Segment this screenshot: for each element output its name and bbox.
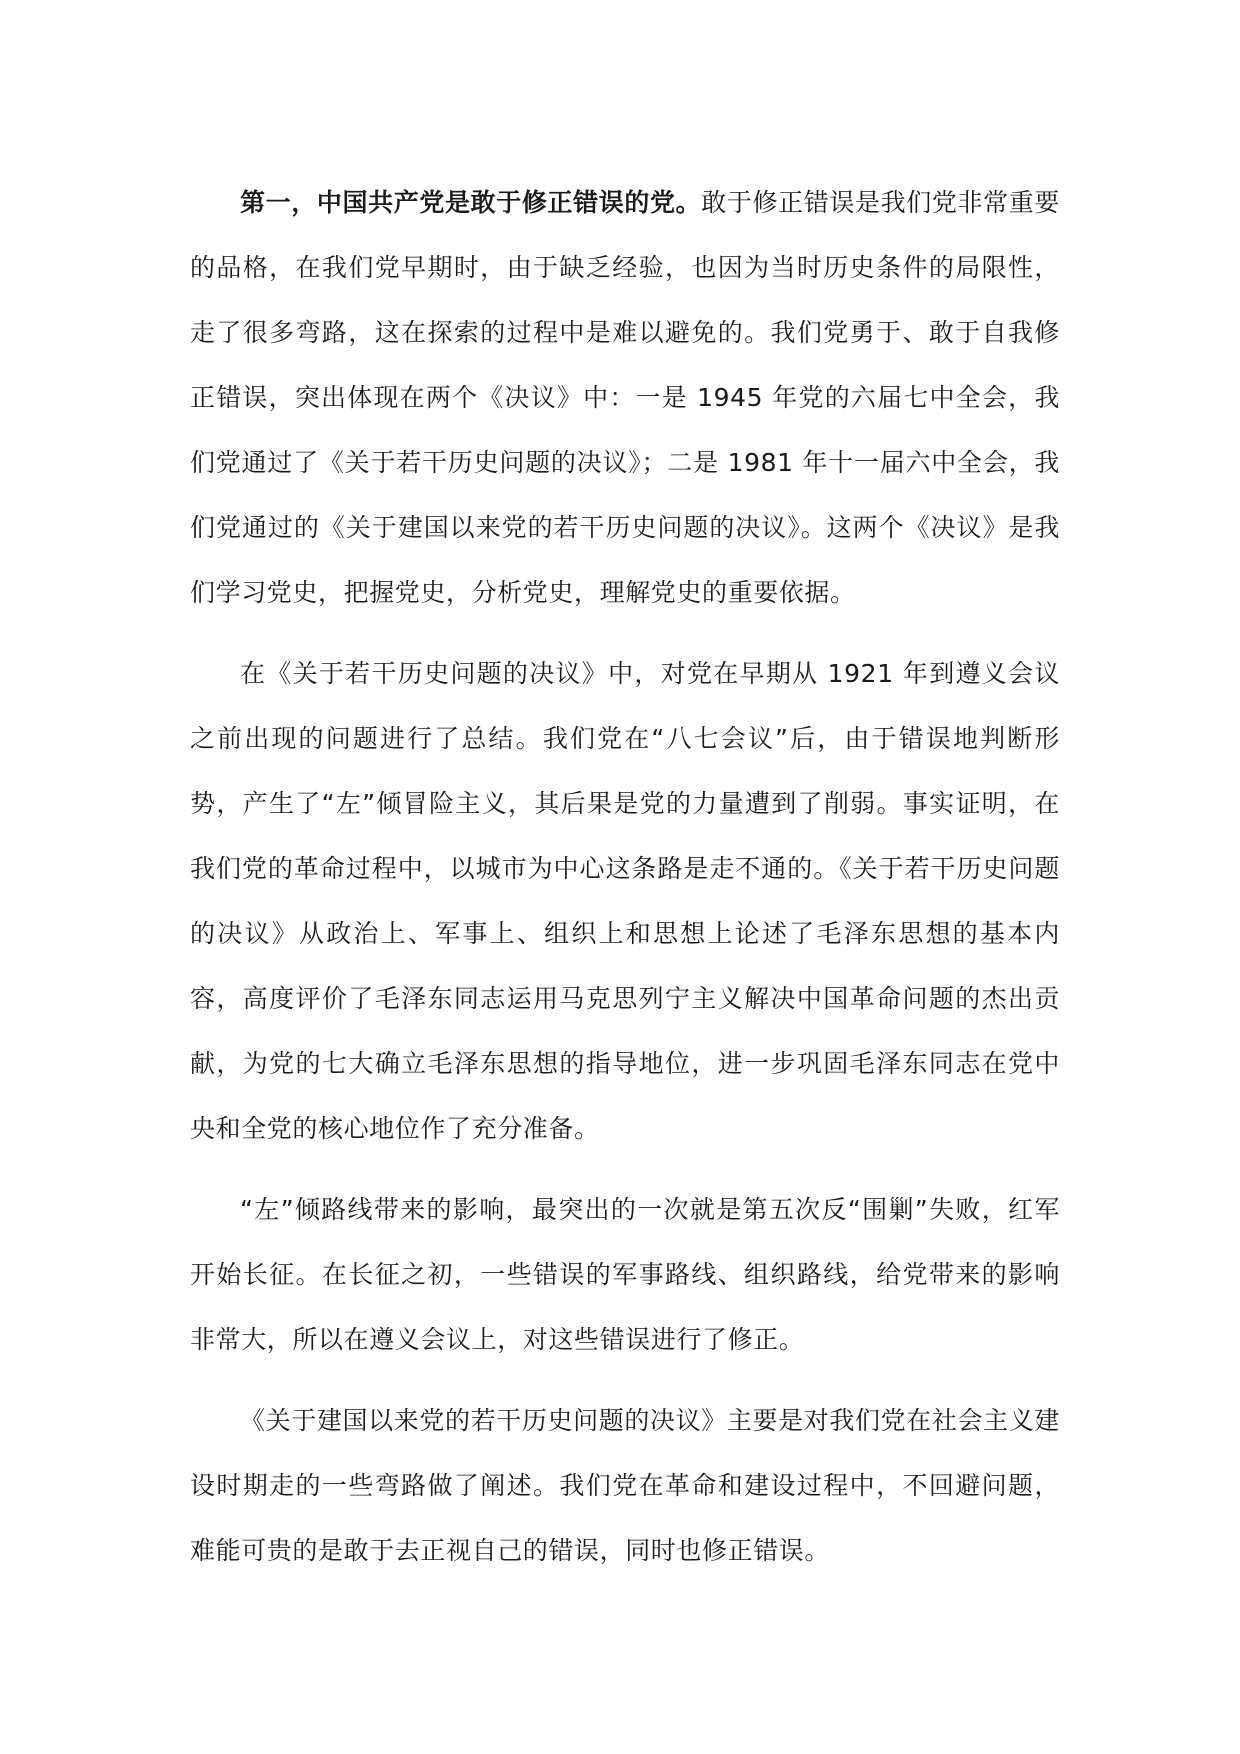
paragraph-2	[190, 641, 1060, 1161]
paragraph-1	[190, 170, 1060, 625]
paragraph-1-text: 敢于修正错误是我们党非常重要的品格，在我们党早期时，由于缺乏经验，也因为当时历史条件的局限性，走了很多弯路，这在探索的过程中是难以避免的。我们党勇于、敢于自我修正错误，突出体现在两个《决议》中：一是 1945 年党的六届七中全会，我们党通过了《关于若干历史问题的决议》；二是 1981 年十一届六中全会，我们党通过的《关于建国以来党的若干历史问题的决议》。这两个《决议》是我们学习党史，把握党史，分析党史，理解党史的重要依据。	[190, 188, 1060, 607]
paragraph-4-text: 《关于建国以来党的若干历史问题的决议》主要是对我们党在社会主义建设时期走的一些弯路做了阐述。我们党在革命和建设过程中，不回避问题，难能可贵的是敢于去正视自己的错误，同时也修正错误。	[190, 1406, 1060, 1565]
document-page	[190, 170, 1060, 1599]
paragraph-3	[190, 1177, 1060, 1372]
paragraph-1-heading: 第一，中国共产党是敢于修正错误的党。	[240, 188, 702, 217]
paragraph-4	[190, 1388, 1060, 1583]
paragraph-3-text: “左”倾路线带来的影响，最突出的一次就是第五次反“围剿”失败，红军开始长征。在长征之初，一些错误的军事路线、组织路线，给党带来的影响非常大，所以在遵义会议上，对这些错误进行了修正。	[190, 1195, 1060, 1354]
paragraph-2-text: 在《关于若干历史问题的决议》中，对党在早期从 1921 年到遵义会议之前出现的问题进行了总结。我们党在“八七会议”后，由于错误地判断形势，产生了“左”倾冒险主义，其后果是党的力量遭到了削弱。事实证明，在我们党的革命过程中，以城市为中心这条路是走不通的。《关于若干历史问题的决议》从政治上、军事上、组织上和思想上论述了毛泽东思想的基本内容，高度评价了毛泽东同志运用马克思列宁主义解决中国革命问题的杰出贡献，为党的七大确立毛泽东思想的指导地位，进一步巩固毛泽东同志在党中央和全党的核心地位作了充分准备。	[190, 659, 1060, 1143]
